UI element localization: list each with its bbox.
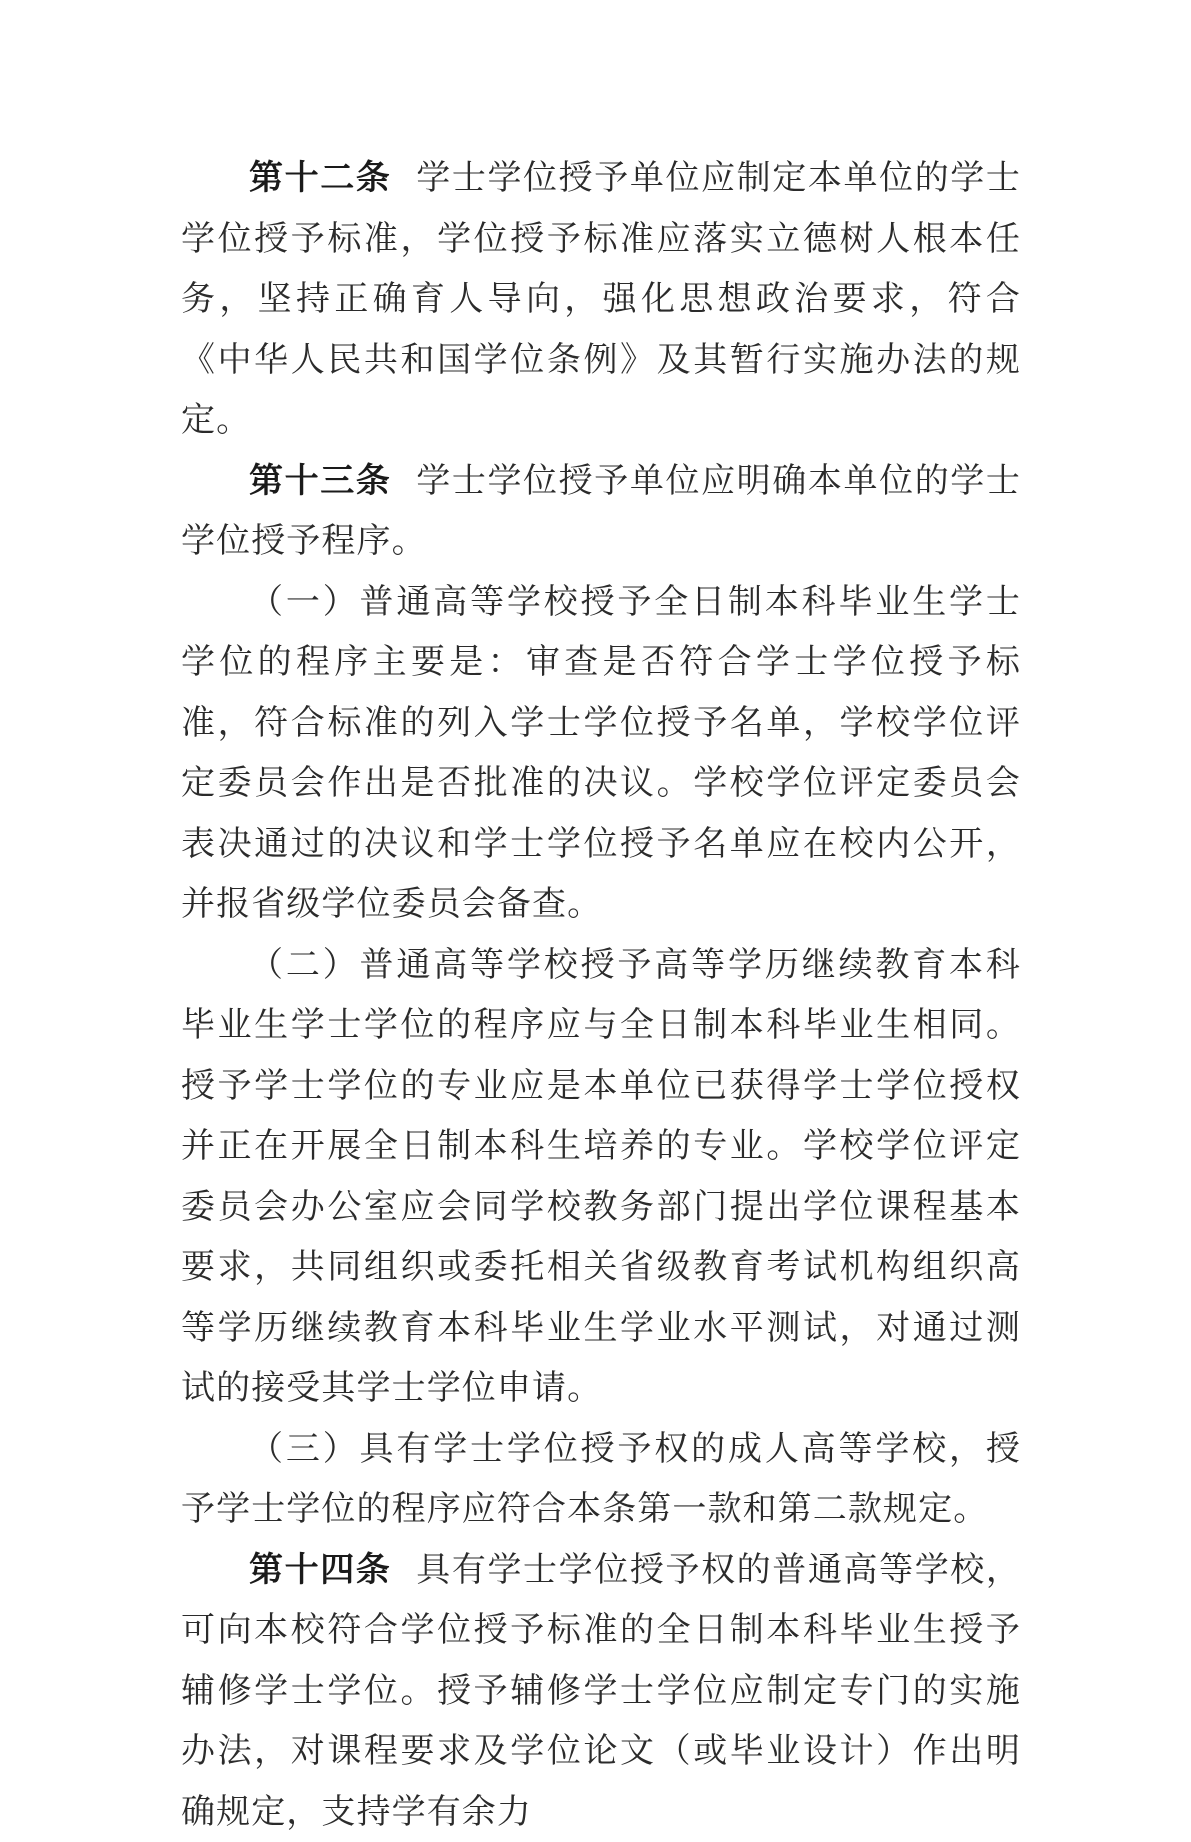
- article-13-clause-2: （二）普通高等学校授予高等学历继续教育本科毕业生学士学位的程序应与全日制本科毕业生相同。授予学士学位的专业应是本单位已获得学士学位授权并正在开展全日制本科生培养的专业。学校学位评定委员会办公室应会同学校教务部门提出学位课程基本要求，共同组织或委托相关省级教育考试机构组织高等学历继续教育本科毕业生学业水平测试，对通过测试的接受其学士学位申请。: [181, 935, 1021, 1419]
- article-13-clause-3: （三）具有学士学位授予权的成人高等学校，授予学士学位的程序应符合本条第一款和第二款规定。: [181, 1419, 1021, 1540]
- article-13: [181, 451, 1021, 572]
- article-13-text: 学士学位授予单位应明确本单位的学士学位授予程序。: [181, 461, 1021, 562]
- article-14-text: 具有学士学位授予权的普通高等学校，可向本校符合学位授予标准的全日制本科毕业生授予辅修学士学位。授予辅修学士学位应制定专门的实施办法，对课程要求及学位论文（或毕业设计）作出明确规定，支持学有余力: [181, 1550, 1021, 1832]
- article-12: [181, 148, 1021, 451]
- article-14: [181, 1540, 1021, 1842]
- article-13-clause-1: （一）普通高等学校授予全日制本科毕业生学士学位的程序主要是：审查是否符合学士学位授予标准，符合标准的列入学士学位授予名单，学校学位评定委员会作出是否批准的决议。学校学位评定委员会表决通过的决议和学士学位授予名单应在校内公开，并报省级学位委员会备查。: [181, 572, 1021, 935]
- document-body: [181, 148, 1021, 1842]
- article-14-heading: 第十四条: [249, 1550, 391, 1590]
- article-12-text: 学士学位授予单位应制定本单位的学士学位授予标准，学位授予标准应落实立德树人根本任务，坚持正确育人导向，强化思想政治要求，符合《中华人民共和国学位条例》及其暂行实施办法的规定。: [181, 158, 1021, 440]
- article-12-heading: 第十二条: [249, 158, 391, 198]
- article-13-heading: 第十三条: [249, 461, 391, 501]
